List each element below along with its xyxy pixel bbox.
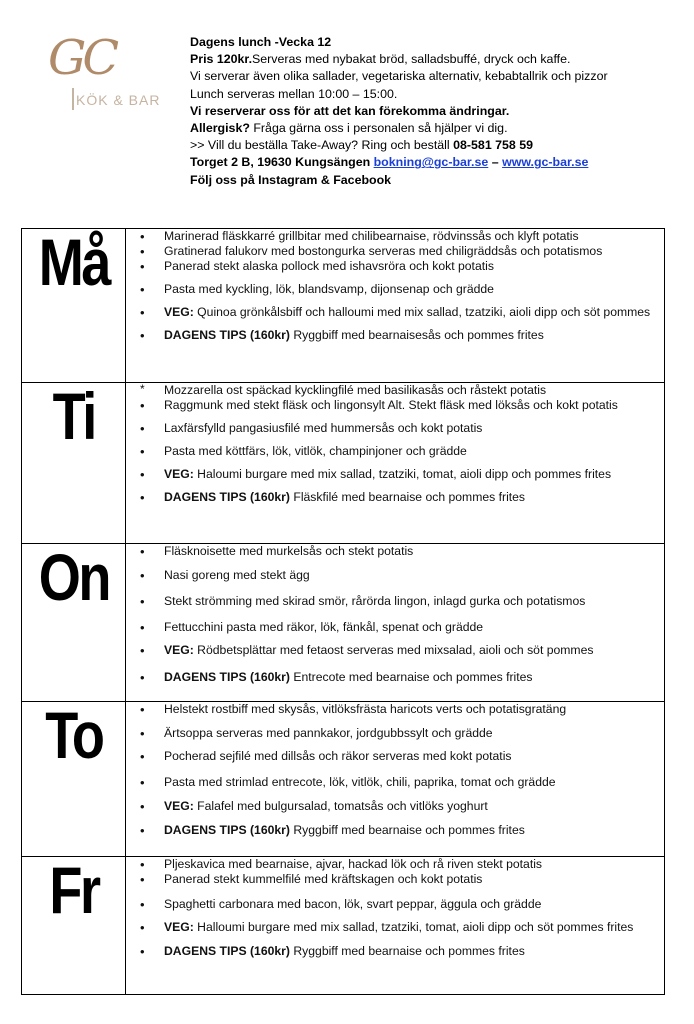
dish-list	[126, 857, 664, 959]
price-details: Serveras med nybakat bröd, salladsbuffé, dryck och kaffe.	[252, 52, 571, 67]
dishes-cell	[126, 383, 665, 544]
dish-item	[126, 620, 664, 635]
dish-item	[126, 897, 664, 912]
dish-tag: VEG:	[164, 467, 194, 481]
reservation-notice: Vi reserverar oss för att det kan förekomma ändringar.	[190, 103, 510, 118]
dish-text: Pasta med köttfärs, lök, vitlök, champinjoner och grädde	[164, 444, 467, 458]
dish-tag: DAGENS TIPS (160kr)	[164, 944, 290, 958]
day-label: Må	[38, 225, 109, 299]
dish-tag: VEG:	[164, 643, 194, 657]
dish-item	[126, 643, 664, 658]
dish-tag: VEG:	[164, 920, 194, 934]
day-row	[22, 857, 665, 995]
dish-tag: VEG:	[164, 799, 194, 813]
dish-item	[126, 872, 664, 887]
dish-text: Entrecote med bearnaise och pommes frites	[289, 670, 533, 684]
dish-text: Panerad stekt kummelfilé med kräftskagen och kokt potatis	[164, 872, 483, 886]
dishes-cell	[126, 857, 665, 995]
dish-tag: VEG:	[164, 305, 194, 319]
dish-text: Nasi goreng med stekt ägg	[164, 568, 310, 582]
dish-text: Falafel med bulgursalad, tomatsås och vitlöks yoghurt	[193, 799, 488, 813]
dish-item	[126, 244, 664, 259]
dish-text: Marinerad fläskkarré grillbitar med chilibearnaise, rödvinssås och klyft potatis	[164, 229, 579, 243]
dish-item	[126, 490, 664, 505]
allergy-line	[190, 120, 670, 137]
dish-item	[126, 467, 664, 482]
address-line	[190, 154, 670, 171]
day-label: Ti	[52, 379, 95, 453]
dish-text: Panerad stekt alaska pollock med ishavsröra och kokt potatis	[164, 259, 494, 273]
dish-text: Ryggbiff med bearnaise och pommes frites	[289, 944, 525, 958]
dish-text: Pljeskavica med bearnaise, ajvar, hackad lök och rå riven stekt potatis	[164, 857, 543, 871]
dish-text: Ärtsoppa serveras med pannkakor, jordgubbssylt och grädde	[164, 726, 493, 740]
dish-text: Laxfärsfylld pangasiusfilé med hummersås och kokt potatis	[164, 421, 483, 435]
dish-item	[126, 857, 664, 872]
website-link[interactable]: www.gc-bar.se	[502, 155, 589, 170]
dish-list	[126, 383, 664, 505]
dish-item	[126, 383, 664, 398]
dish-text: Raggmunk med stekt fläsk och lingonsylt Alt. Stekt fläsk med löksås och kokt potatis	[164, 398, 618, 412]
dish-text: Haloumi burgare med mix sallad, tzatziki, tomat, aioli dipp och pommes frites	[193, 467, 612, 481]
dish-tag: DAGENS TIPS (160kr)	[164, 328, 290, 342]
dish-item	[126, 749, 664, 764]
dish-item	[126, 726, 664, 741]
lunch-hours: Lunch serveras mellan 10:00 – 15:00.	[190, 86, 398, 101]
dish-item	[126, 444, 664, 459]
day-cell	[22, 540, 126, 702]
dish-item	[126, 670, 664, 685]
dish-item	[126, 259, 664, 274]
dish-item	[126, 305, 664, 320]
dish-item	[126, 328, 664, 343]
takeaway-line	[190, 137, 670, 154]
price-label: Pris 120kr.	[190, 52, 253, 67]
price-line	[190, 51, 670, 68]
allergy-text: Fråga gärna oss i personalen så hjälper vi dig.	[249, 121, 508, 136]
day-label: On	[38, 540, 109, 614]
day-row	[22, 229, 665, 383]
dish-item	[126, 702, 664, 717]
day-row	[22, 544, 665, 702]
dish-text: Helstekt rostbiff med skysås, vitlöksfrästa haricots verts och potatisgratäng	[164, 702, 567, 716]
day-label: Fr	[48, 853, 99, 927]
dishes-cell	[126, 544, 665, 702]
dish-item	[126, 775, 664, 790]
dish-text: Fläskfilé med bearnaise och pommes frites	[289, 490, 526, 504]
dish-list	[126, 229, 664, 343]
dish-item	[126, 920, 664, 935]
phone-number: 08-581 758 59	[453, 138, 534, 153]
dish-text: Fläsknoisette med murkelsås och stekt potatis	[164, 544, 414, 558]
dish-text: Stekt strömming med skirad smör, rårörda lingon, inlagd gurka och potatismos	[164, 594, 586, 608]
lunch-menu-table	[21, 225, 665, 995]
dish-item	[126, 944, 664, 959]
dish-item	[126, 398, 664, 413]
logo-monogram: GC	[48, 30, 116, 86]
dish-text: Gratinerad falukorv med bostongurka serveras med chiligräddsås och potatismos	[164, 244, 603, 258]
dish-text: Quinoa grönkålsbiff och halloumi med mix sallad, tzatziki, aioli dipp och söt pommes	[193, 305, 651, 319]
dish-text: Pocherad sejfilé med dillsås och räkor serveras med kokt potatis	[164, 749, 512, 763]
social-line: Följ oss på Instagram & Facebook	[190, 172, 392, 187]
page-title: Dagens lunch -Vecka 12	[190, 35, 332, 49]
dishes-cell	[126, 702, 665, 857]
dish-text: Spaghetti carbonara med bacon, lök, svart peppar, äggula och grädde	[164, 897, 542, 911]
dish-text: Rödbetsplättar med fetaost serveras med mixsalad, aioli och söt pommes	[193, 643, 594, 657]
dish-item	[126, 544, 664, 559]
dish-text: Ryggbiff med bearnaisesås och pommes frites	[289, 328, 544, 342]
day-cell	[22, 853, 126, 995]
dish-item	[126, 421, 664, 436]
dish-item	[126, 282, 664, 297]
logo-divider	[72, 88, 74, 110]
address: Torget 2 B, 19630 Kungsängen	[190, 155, 374, 170]
logo-subtitle: KÖK & BAR	[76, 92, 161, 108]
separator: –	[488, 155, 503, 170]
dish-tag: DAGENS TIPS (160kr)	[164, 490, 290, 504]
dish-item	[126, 799, 664, 814]
day-cell	[22, 379, 126, 544]
takeaway-text: >> Vill du beställa Take-Away? Ring och beställ	[190, 138, 454, 153]
dish-item	[126, 229, 664, 244]
dish-text: Pasta med strimlad entrecote, lök, vitlök, chili, paprika, tomat och grädde	[164, 775, 556, 789]
also-serving: Vi serverar även olika sallader, vegetariska alternativ, kebabtallrik och pizzor	[190, 69, 608, 84]
day-row	[22, 702, 665, 857]
dish-list	[126, 702, 664, 838]
dish-list	[126, 544, 664, 685]
day-cell	[22, 225, 126, 383]
day-cell	[22, 698, 126, 857]
dish-item	[126, 568, 664, 583]
dish-item	[126, 594, 664, 609]
dish-text: Fettucchini pasta med räkor, lök, fänkål, spenat och grädde	[164, 620, 484, 634]
dish-text: Pasta med kyckling, lök, blandsvamp, dijonsenap och grädde	[164, 282, 494, 296]
logo	[46, 30, 161, 112]
dish-tag: DAGENS TIPS (160kr)	[164, 670, 290, 684]
day-label: To	[44, 698, 103, 772]
dish-text: Mozzarella ost späckad kycklingfilé med basilikasås och råstekt potatis	[164, 383, 547, 397]
dish-text: Ryggbiff med bearnaise och pommes frites	[289, 823, 525, 837]
dish-text: Halloumi burgare med mix sallad, tzatziki, tomat, aioli dipp och söt pommes frites	[193, 920, 634, 934]
allergy-label: Allergisk?	[190, 121, 250, 136]
day-row	[22, 383, 665, 544]
dishes-cell	[126, 229, 665, 383]
dish-tag: DAGENS TIPS (160kr)	[164, 823, 290, 837]
dish-item	[126, 823, 664, 838]
email-link[interactable]: bokning@gc-bar.se	[373, 155, 489, 170]
menu-header	[190, 34, 670, 189]
